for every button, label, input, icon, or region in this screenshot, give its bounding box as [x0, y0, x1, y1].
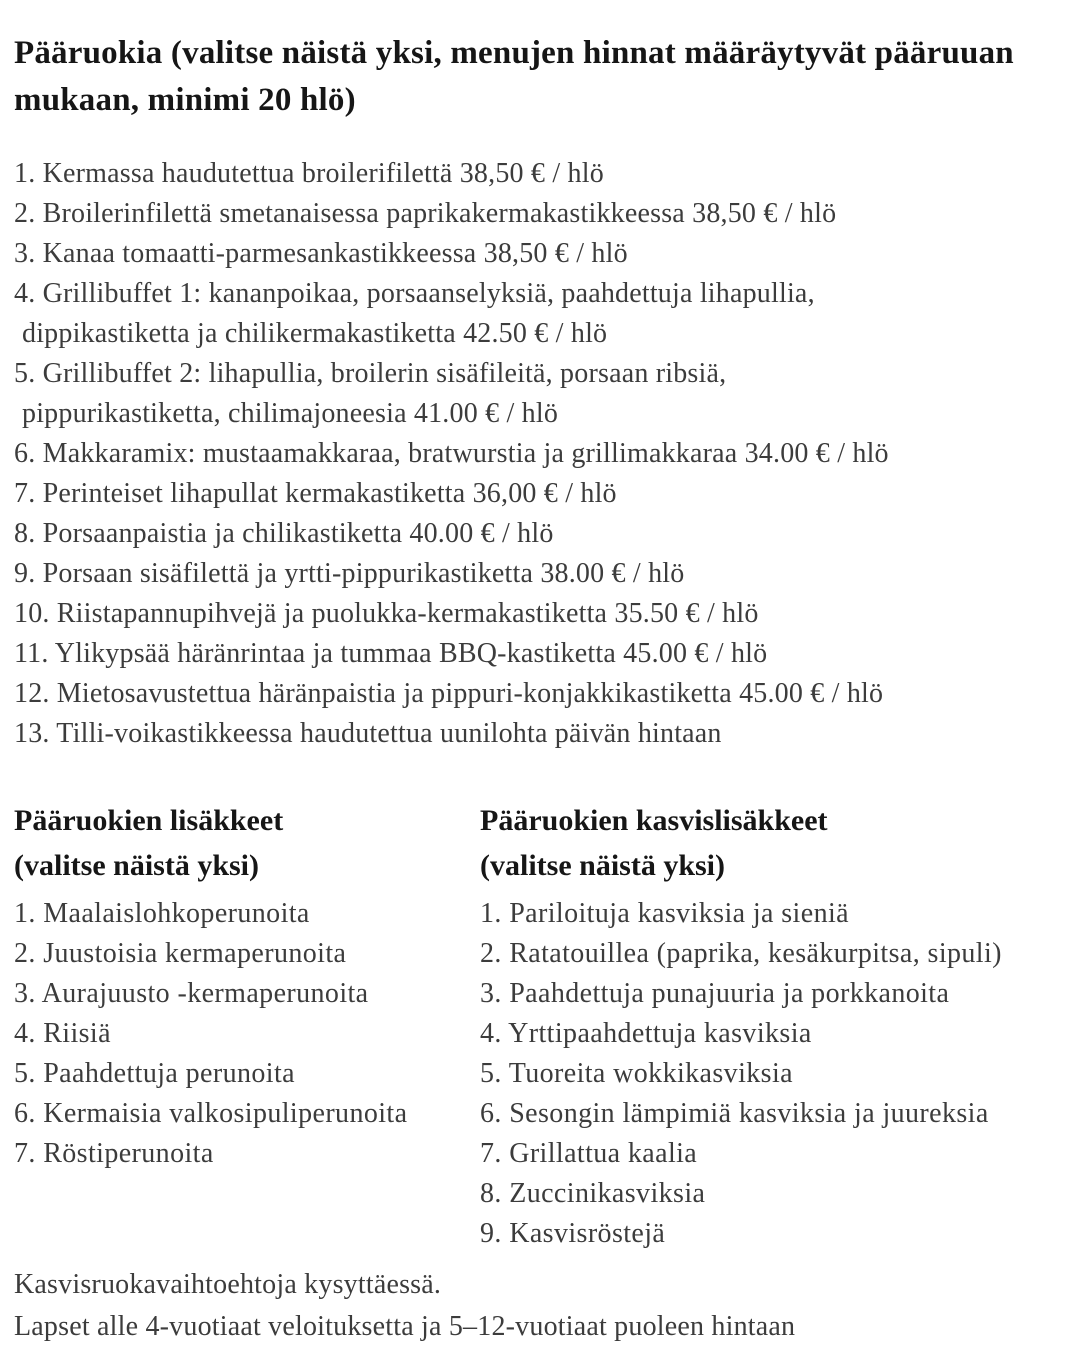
footer-notes — [14, 1264, 1062, 1348]
side-dish-item-2: 2. Juustoisia kermaperunoita — [14, 938, 347, 969]
vegetable-side-item-1: 1. Pariloituja kasviksia ja sieniä — [480, 898, 849, 929]
footer-note-vegetarian: Kasvisruokavaihtoehtoja kysyttäessä. — [14, 1269, 442, 1300]
vegetable-side-item-8: 8. Zuccinikasviksia — [480, 1178, 706, 1209]
vegetable-side-item-6: 6. Sesongin lämpimiä kasviksia ja juureksia — [480, 1098, 989, 1129]
main-dish-line-2: 2. Broilerinfilettä smetanaisessa paprikakermakastikkeessa 38,50 € / hlö — [14, 198, 837, 229]
vegetable-side-item-2: 2. Ratatouillea (paprika, kesäkurpitsa, sipuli) — [480, 938, 1002, 969]
main-dish-line-11: 11. Ylikypsää häränrintaa ja tummaa BBQ-kastiketta 45.00 € / hlö — [14, 638, 768, 669]
page-title — [14, 30, 1062, 124]
main-dish-line-9: 9. Porsaan sisäfilettä ja yrtti-pippurikastiketta 38.00 € / hlö — [14, 558, 685, 589]
vegetable-sides-title — [480, 798, 1062, 888]
side-dish-columns — [14, 798, 1062, 1254]
main-dish-line-5-continued: pippurikastiketta, chilimajoneesia 41.00 € / hlö — [22, 398, 559, 429]
vegetable-sides-title-line-2: (valitse näistä yksi) — [480, 849, 726, 882]
side-dish-item-7: 7. Röstiperunoita — [14, 1138, 214, 1169]
side-dish-item-3: 3. Aurajuusto -kermaperunoita — [14, 978, 369, 1009]
vegetable-side-item-9: 9. Kasvisröstejä — [480, 1218, 666, 1249]
side-dishes-title-line-1: Pääruokien lisäkkeet — [14, 804, 284, 837]
page-title-line-2: mukaan, minimi 20 hlö) — [14, 82, 356, 118]
side-dishes-column — [14, 798, 480, 1254]
main-dishes-list — [14, 154, 1062, 754]
main-dish-line-7: 7. Perinteiset lihapullat kermakastiketta 36,00 € / hlö — [14, 478, 617, 509]
main-dish-line-4-continued: dippikastiketta ja chilikermakastiketta 42.50 € / hlö — [22, 318, 608, 349]
vegetable-side-item-4: 4. Yrttipaahdettuja kasviksia — [480, 1018, 812, 1049]
vegetable-side-item-3: 3. Paahdettuja punajuuria ja porkkanoita — [480, 978, 950, 1009]
main-dish-line-3: 3. Kanaa tomaatti-parmesankastikkeessa 38,50 € / hlö — [14, 238, 628, 269]
page-title-line-1: Pääruokia (valitse näistä yksi, menujen hinnat määräytyvät pääruuan — [14, 35, 1014, 71]
vegetable-sides-column — [480, 798, 1062, 1254]
main-dish-line-10: 10. Riistapannupihvejä ja puolukka-kermakastiketta 35.50 € / hlö — [14, 598, 759, 629]
vegetable-sides-title-line-1: Pääruokien kasvislisäkkeet — [480, 804, 828, 837]
side-dishes-title — [14, 798, 480, 888]
main-dish-line-1: 1. Kermassa haudutettua broilerifilettä 38,50 € / hlö — [14, 158, 604, 189]
side-dish-item-5: 5. Paahdettuja perunoita — [14, 1058, 295, 1089]
side-dish-item-1: 1. Maalaislohkoperunoita — [14, 898, 310, 929]
main-dish-line-6: 6. Makkaramix: mustaamakkaraa, bratwurstia ja grillimakkaraa 34.00 € / hlö — [14, 438, 889, 469]
side-dish-item-6: 6. Kermaisia valkosipuliperunoita — [14, 1098, 408, 1129]
main-dish-line-5: 5. Grillibuffet 2: lihapullia, broilerin sisäfileitä, porsaan ribsiä, — [14, 358, 727, 389]
main-dish-line-4: 4. Grillibuffet 1: kananpoikaa, porsaanselyksiä, paahdettuja lihapullia, — [14, 278, 815, 309]
vegetable-side-item-7: 7. Grillattua kaalia — [480, 1138, 698, 1169]
side-dish-item-4: 4. Riisiä — [14, 1018, 111, 1049]
side-dishes-title-line-2: (valitse näistä yksi) — [14, 849, 260, 882]
vegetable-side-item-5: 5. Tuoreita wokkikasviksia — [480, 1058, 793, 1089]
main-dish-line-12: 12. Mietosavustettua häränpaistia ja pippuri-konjakkikastiketta 45.00 € / hlö — [14, 678, 884, 709]
footer-note-children: Lapset alle 4-vuotiaat veloituksetta ja 5–12-vuotiaat puoleen hintaan — [14, 1311, 796, 1342]
main-dish-line-13: 13. Tilli-voikastikkeessa haudutettua uunilohta päivän hintaan — [14, 718, 722, 749]
main-dish-line-8: 8. Porsaanpaistia ja chilikastiketta 40.00 € / hlö — [14, 518, 554, 549]
